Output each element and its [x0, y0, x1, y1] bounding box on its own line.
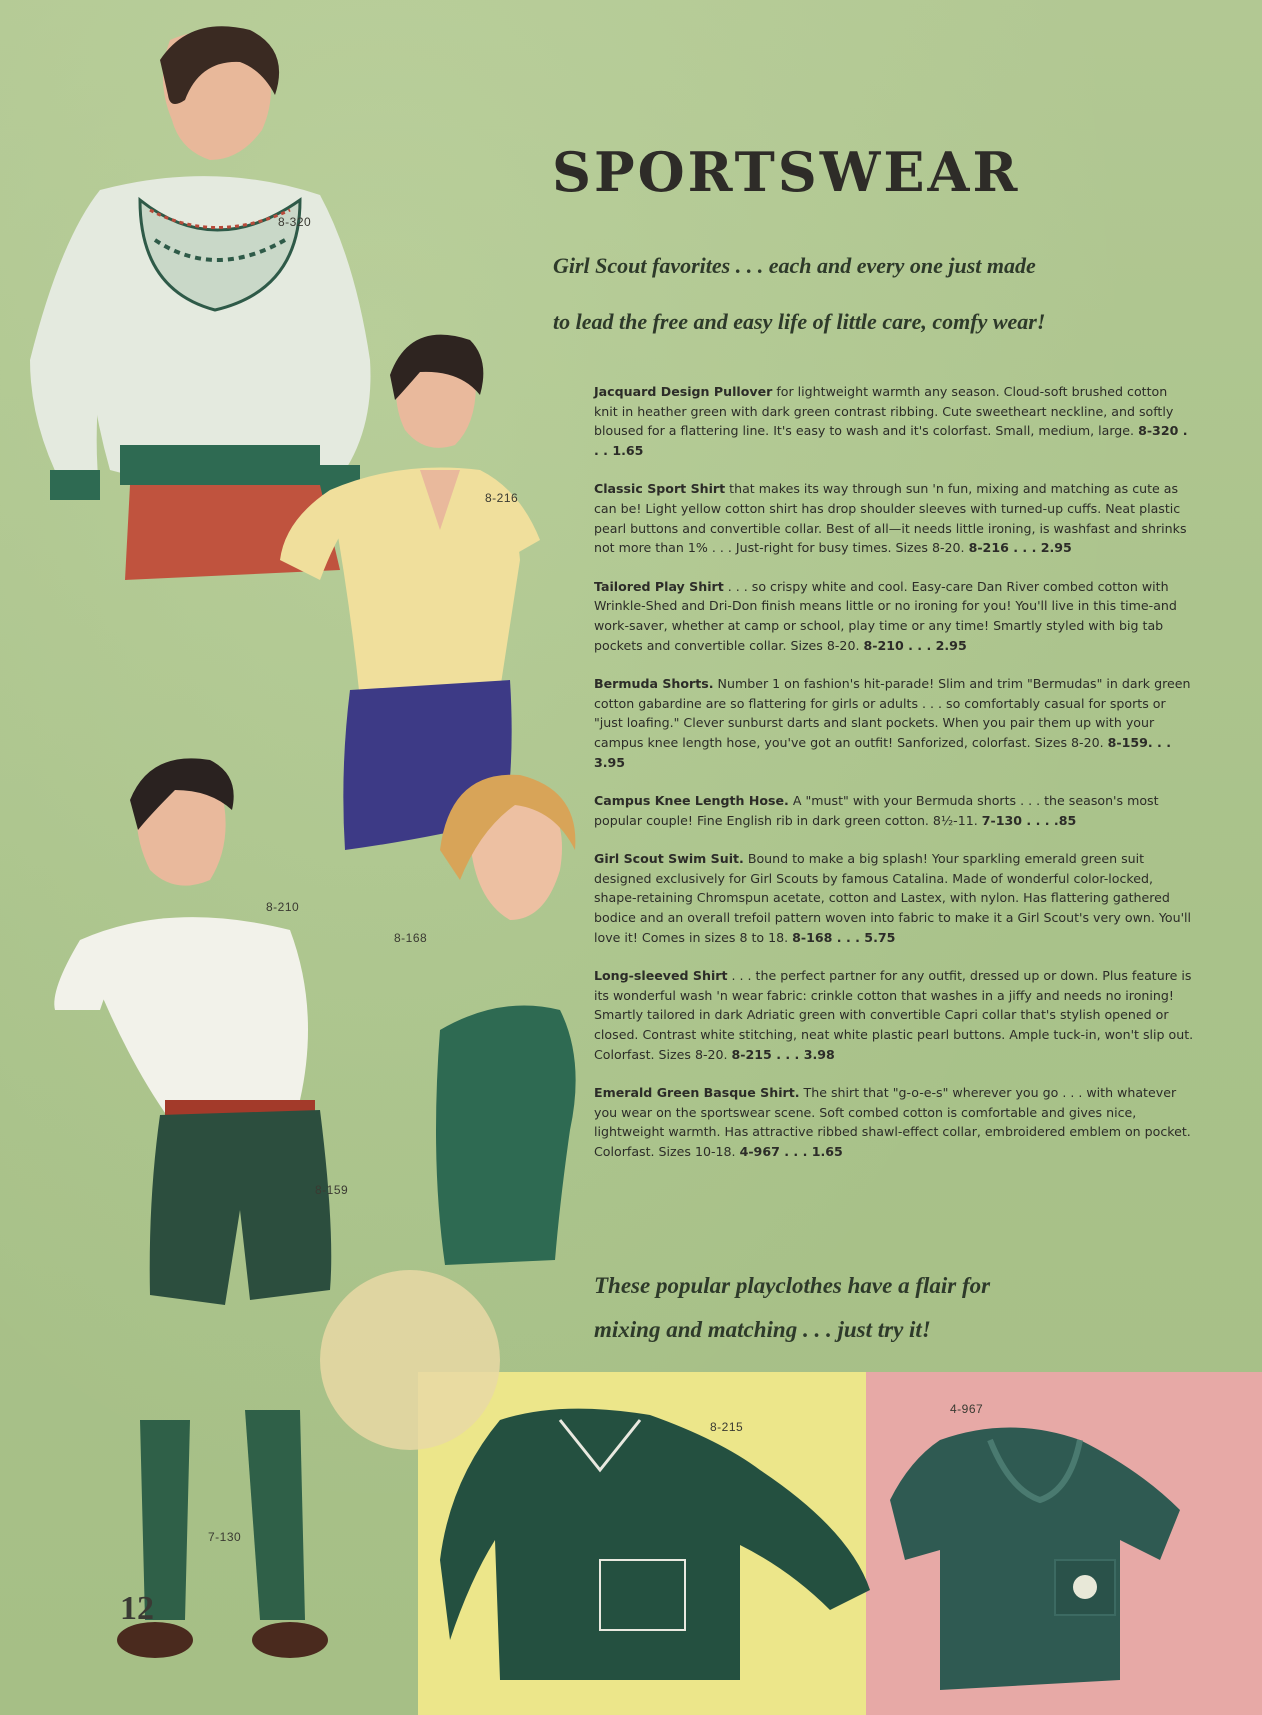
closing-text	[594, 1264, 1154, 1352]
product-sku: 4-967	[739, 1144, 780, 1159]
basque-shirt-sku-label: 4-967	[950, 1402, 984, 1416]
intro-text	[553, 238, 1203, 350]
product-description	[594, 849, 1194, 947]
product-text: Number 1 on fashion's hit-parade! Slim and trim "Bermudas" in dark green cotton gabardine are so flattering for girls or adults . . . so comfortably casual for sports or "just loafing." Clever sunburst darts and slant pockets. When you pair them up with your campus knee length hose, you've got an outfit! Sanforized, colorfast. Sizes 8-20.	[594, 676, 1191, 750]
product-text: The shirt that "g-o-e-s" wherever you go . . . with whatever you wear on the sportswear scene. Soft combed cotton is comfortable and gives nice, lightweight warmth. Has attractive ribbed shawl-effect collar, embroidered emblem on pocket. Colorfast. Sizes 10-18.	[594, 1085, 1191, 1159]
product-name: Bermuda Shorts.	[594, 676, 714, 692]
product-name: Classic Sport Shirt	[594, 481, 726, 497]
long-sleeved-shirt-illustration	[440, 1409, 870, 1680]
page-title: SPORTSWEAR	[552, 140, 1021, 204]
intro-line-1: Girl Scout favorites . . . each and every one just made	[553, 253, 1036, 278]
product-name: Girl Scout Swim Suit.	[594, 851, 744, 867]
product-text: A "must" with your Bermuda shorts . . . the season's most popular couple! Fine English rib in dark green cotton. 8½-11.	[594, 793, 1159, 828]
product-name: Tailored Play Shirt	[594, 578, 724, 594]
product-price: . . . 3.98	[771, 1046, 835, 1062]
product-price: . . . 1.65	[594, 423, 1188, 458]
product-name: Campus Knee Length Hose.	[594, 793, 789, 809]
product-sku: 8-216	[968, 540, 1009, 556]
product-name: Long-sleeved Shirt	[594, 968, 728, 984]
closing-line-1: These popular playclothes have a flair for	[594, 1273, 991, 1298]
product-description	[594, 577, 1194, 655]
page-number: 12	[120, 1590, 154, 1627]
long-shirt-sku-label: 8-215	[710, 1420, 744, 1434]
swim-suit-model-illustration	[320, 775, 576, 1450]
product-price: . . . 2.95	[903, 637, 967, 653]
product-description	[594, 1083, 1194, 1161]
product-sku: 7-130	[981, 812, 1023, 828]
product-list	[594, 382, 1194, 1181]
product-description	[594, 966, 1194, 1064]
pullover-model-illustration	[30, 26, 371, 580]
pullover-sku-label: 8-320	[278, 215, 312, 229]
product-sku: 8-215	[731, 1046, 772, 1062]
product-description	[594, 674, 1194, 772]
basque-shirt-illustration	[890, 1428, 1180, 1691]
closing-line-2: mixing and matching . . . just try it!	[594, 1317, 931, 1342]
product-sku: 8-168	[792, 929, 833, 945]
sport-shirt-sku-label: 8-216	[485, 491, 519, 505]
play-shirt-sku-label: 8-210	[266, 900, 300, 914]
product-sku: 8-159	[1107, 734, 1148, 750]
swim-suit-sku-label: 8-168	[394, 931, 428, 945]
product-name: Emerald Green Basque Shirt.	[594, 1085, 800, 1101]
product-text: . . . so crispy white and cool. Easy-care Dan River combed cotton with Wrinkle-Shed and Dri-Don finish means little or no ironing for you! You'll live in this time-and work-saver, whether at camp or school, play time or any time! Smartly styled with big tab pockets and convertible collar. Sizes 8-20.	[594, 578, 1177, 653]
product-description	[594, 479, 1194, 557]
hose-sku-label: 7-130	[208, 1530, 242, 1544]
product-text: for lightweight warmth any season. Cloud-soft brushed cotton knit in heather green with dark green contrast ribbing. Cute sweetheart neckline, and softly bloused for a flattering line. It's easy to wash and it's colorfast. Small, medium, large.	[594, 384, 1174, 439]
product-price: . . . 3.95	[594, 734, 1172, 770]
product-sku: 8-320	[1138, 423, 1179, 439]
play-shirt-model-illustration	[54, 758, 331, 1658]
product-price: . . . 5.75	[832, 929, 896, 945]
product-price: . . . .85	[1022, 812, 1077, 828]
product-text: . . . the perfect partner for any outfit, dressed up or down. Plus feature is its wonderful wash 'n wear fabric: crinkle cotton that washes in a jiffy and needs no ironing! Smartly tailored in dark Adriatic green with convertible Capri collar that's stylish opened or closed. Contrast white stitching, neat white plastic pearl buttons. Ample tuck-in, won't slip out. Colorfast. Sizes 8-20.	[594, 968, 1194, 1062]
shorts-sku-label: 8-159	[315, 1183, 349, 1197]
product-price: . . . 1.65	[779, 1144, 843, 1159]
product-sku: 8-210	[863, 637, 904, 653]
product-text: that makes its way through sun 'n fun, mixing and matching as cute as can be! Light yellow cotton shirt has drop shoulder sleeves with turned-up cuffs. Neat plastic pearl buttons and convertible collar. Best of all—it needs little ironing, is washfast and shrinks not more than 1% . . . Just-right for busy times. Sizes 8-20.	[594, 481, 1187, 556]
product-text: Bound to make a big splash! Your sparkling emerald green suit designed exclusively for Girl Scouts by famous Catalina. Made of wonderful color-locked, shape-retaining Chromspun acetate, cotton and Lastex, with nylon. Has flattering gathered bodice and an overall trefoil pattern woven into fabric to make it a Girl Scout's very own. You'll love it! Comes in sizes 8 to 18.	[594, 851, 1192, 945]
product-description	[594, 382, 1194, 460]
intro-line-2: to lead the free and easy life of little care, comfy wear!	[553, 309, 1046, 334]
product-description	[594, 791, 1194, 830]
product-name: Jacquard Design Pullover	[594, 384, 773, 399]
product-price: . . . 2.95	[1008, 540, 1072, 556]
